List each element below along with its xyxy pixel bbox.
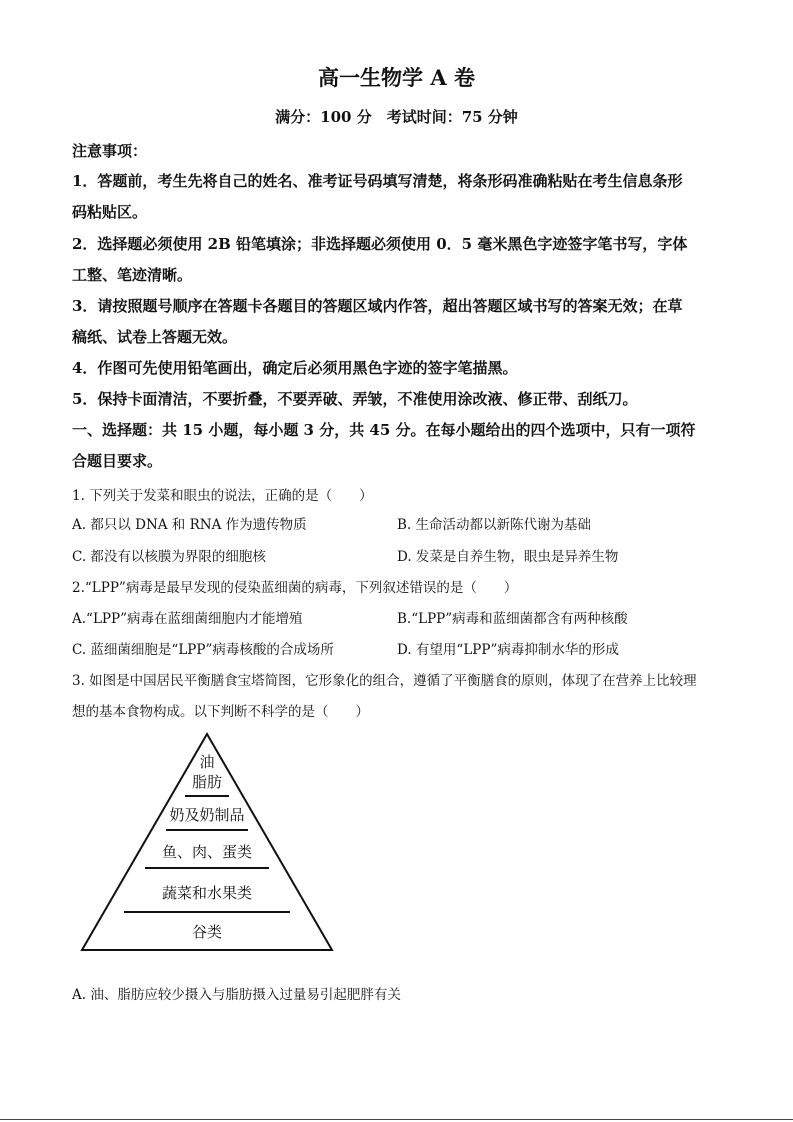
pyramid-level-meat: 鱼、肉、蛋类 bbox=[161, 843, 253, 861]
note-line: 稿纸、试卷上答题无效。 bbox=[72, 328, 238, 346]
question-3-option-a: A. 油、脂肪应较少摄入与脂肪摄入过量易引起肥胖有关 bbox=[72, 987, 401, 1003]
food-pyramid-diagram bbox=[80, 732, 334, 954]
pyramid-level-vegetables: 蔬菜和水果类 bbox=[161, 884, 253, 902]
question-2-option-a: A.“LPP”病毒在蓝细菌细胞内才能增殖 bbox=[72, 611, 303, 627]
question-1-option-d: D. 发菜是自养生物，眼虫是异养生物 bbox=[397, 549, 619, 565]
page-bottom-rule bbox=[0, 1119, 793, 1120]
note-line: 4．作图可先使用铅笔画出，确定后必须用黑色字迹的签字笔描黑。 bbox=[72, 359, 518, 377]
note-line: 工整、笔迹清晰。 bbox=[72, 266, 193, 284]
pyramid-level-oil: 油 bbox=[199, 753, 215, 771]
exam-info: 满分：100 分 考试时间：75 分钟 bbox=[275, 108, 518, 126]
question-1-option-b: B. 生命活动都以新陈代谢为基础 bbox=[397, 517, 592, 533]
section-heading-cont: 合题目要求。 bbox=[72, 452, 163, 470]
pyramid-level-dairy: 奶及奶制品 bbox=[169, 806, 245, 824]
section-heading: 一、选择题：共 15 小题，每小题 3 分，共 45 分。在每小题给出的四个选项中，只有一项符 bbox=[72, 421, 696, 439]
question-1-option-c: C. 都没有以核膜为界限的细胞核 bbox=[72, 549, 266, 565]
question-1-stem: 1. 下列关于发菜和眼虫的说法，正确的是（ ） bbox=[72, 488, 373, 504]
pyramid-level-grains: 谷类 bbox=[191, 923, 223, 941]
question-2-stem: 2.“LPP”病毒是最早发现的侵染蓝细菌的病毒，下列叙述错误的是（ ） bbox=[72, 580, 518, 596]
notes-heading: 注意事项： bbox=[72, 142, 148, 160]
note-line: 码粘贴区。 bbox=[72, 203, 148, 221]
page-title: 高一生物学 A 卷 bbox=[318, 65, 475, 90]
note-line: 1．答题前，考生先将自己的姓名、准考证号码填写清楚，将条形码准确粘贴在考生信息条形 bbox=[72, 172, 683, 190]
question-2-option-c: C. 蓝细菌细胞是“LPP”病毒核酸的合成场所 bbox=[72, 642, 334, 658]
question-3-stem: 3. 如图是中国居民平衡膳食宝塔简图，它形象化的组合，遵循了平衡膳食的原则，体现了在营养上比较理 bbox=[72, 673, 697, 689]
note-line: 2．选择题必须使用 2B 铅笔填涂；非选择题必须使用 0．5 毫米黑色字迹签字笔书写，字体 bbox=[72, 235, 688, 253]
note-line: 5．保持卡面清洁，不要折叠，不要弄破、弄皱，不准使用涂改液、修正带、刮纸刀。 bbox=[72, 390, 638, 408]
question-1-option-a: A. 都只以 DNA 和 RNA 作为遗传物质 bbox=[72, 517, 307, 533]
pyramid-level-fat: 脂肪 bbox=[191, 773, 223, 791]
question-2-option-d: D. 有望用“LPP”病毒抑制水华的形成 bbox=[397, 642, 619, 658]
question-2-option-b: B.“LPP”病毒和蓝细菌都含有两种核酸 bbox=[397, 611, 628, 627]
question-3-stem-cont: 想的基本食物构成。以下判断不科学的是（ ） bbox=[72, 704, 369, 720]
note-line: 3．请按照题号顺序在答题卡各题目的答题区域内作答，超出答题区域书写的答案无效；在草 bbox=[72, 297, 683, 315]
